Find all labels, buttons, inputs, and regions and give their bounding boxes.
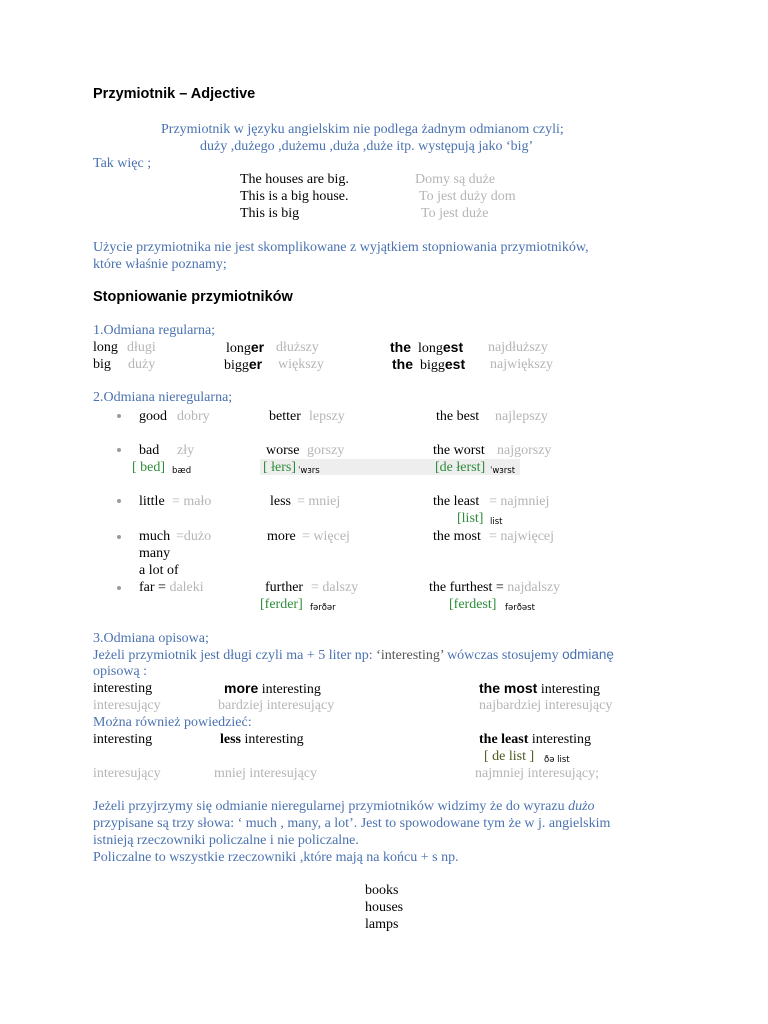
ipa: fərðər [310, 603, 336, 613]
irregular-sup: the least [433, 494, 480, 509]
regular-comp-pl: dłuższy [276, 340, 319, 355]
base-pl: daleki [169, 580, 204, 595]
pronunciation: [ de list ] [484, 749, 535, 764]
ipa: list [490, 517, 503, 527]
irregular-base: good [139, 409, 167, 424]
pronunciation: [ferder] [260, 597, 303, 612]
irregular-comp: worse [266, 443, 300, 458]
comp-suffix: er [248, 356, 263, 372]
italic-word: dużo [568, 799, 595, 814]
regular-comparative [224, 356, 262, 374]
irregular-extra: a lot of [139, 563, 179, 578]
comp-stem: bigg [224, 358, 249, 373]
text-part: wówczas stosujemy [443, 648, 563, 663]
descriptive-base-pl: interesujący [93, 766, 161, 781]
sup-the: the [390, 339, 411, 355]
irregular-base-pl: =dużo [176, 529, 212, 544]
descriptive-sup [479, 680, 600, 698]
text-part: Jeżeli przymiotnik jest długi czyli ma + 5 liter np: [93, 648, 377, 663]
sup-the: the [392, 356, 413, 372]
example-pl: To jest duży dom [419, 189, 516, 204]
descriptive-comp-pl: bardziej interesujący [218, 698, 335, 713]
page-title: Przymiotnik – Adjective [93, 86, 256, 102]
irregular-base: little [139, 494, 165, 509]
irregular-comp-pl: = więcej [302, 529, 350, 544]
regular-base: big [93, 357, 111, 372]
keyword: the least [479, 732, 529, 747]
descriptive-sup-pl: najmniej interesujący; [475, 766, 600, 781]
example-en: The houses are big. [240, 172, 349, 187]
equals-sign: = [158, 580, 166, 595]
irregular-comp: less [270, 494, 291, 509]
closing-line-1 [93, 798, 595, 815]
regular-base-pl: długi [127, 340, 156, 355]
regular-heading: 1.Odmiana regularna; [93, 323, 216, 338]
pronunciation: [ łers] [263, 460, 297, 475]
irregular-sup: the most [433, 529, 481, 544]
regular-comp-pl: większy [278, 357, 324, 372]
intro-line-1: Przymiotnik w języku angielskim nie podlega żadnym odmianom czyli; [161, 122, 564, 137]
irregular-sup [429, 579, 560, 596]
irregular-base [139, 579, 204, 596]
irregular-base-pl: zły [177, 443, 195, 458]
irregular-comp: better [269, 409, 301, 424]
irregular-comp-pl: gorszy [307, 443, 345, 458]
irregular-sup-pl: = najwięcej [489, 529, 555, 544]
irregular-sup-pl: najgorszy [497, 443, 552, 458]
ipa: ˈwɜrs [298, 466, 320, 476]
keyword: the most [479, 680, 538, 696]
text-part: odmianę [562, 647, 614, 662]
example-pl: To jest duże [421, 206, 489, 221]
irregular-base: much [139, 529, 171, 544]
comp-suffix: er [250, 339, 265, 355]
regular-base: long [93, 340, 118, 355]
pronunciation: [ bed] [132, 460, 166, 475]
bullet-icon [117, 535, 121, 539]
bullet-icon [117, 414, 121, 418]
regular-superlative [392, 356, 465, 374]
sup-pl: najdalszy [507, 580, 561, 595]
noun-item: houses [365, 900, 404, 915]
descriptive-also: Można również powiedzieć: [93, 715, 252, 730]
sup-stem: long [418, 341, 443, 356]
ipa: fərðəst [505, 603, 535, 613]
usage-line-2: które właśnie poznamy; [93, 257, 227, 272]
irregular-base: bad [139, 443, 160, 458]
pronunciation: [ferdest] [449, 597, 497, 612]
descriptive-sup [479, 731, 591, 748]
example-en: This is a big house. [240, 189, 349, 204]
descriptive-sup-pl: najbardziej interesujący [479, 698, 613, 713]
descriptive-base: interesting [93, 732, 153, 747]
pronunciation: [list] [457, 511, 484, 526]
usage-line-1: Użycie przymiotnika nie jest skomplikowane z wyjątkiem stopniowania przymiotników, [93, 240, 589, 255]
regular-base-pl: duży [128, 357, 156, 372]
sup-stem: bigg [420, 358, 445, 373]
comp-stem: long [226, 341, 251, 356]
irregular-sup: the best [436, 409, 480, 424]
example-pl: Domy są duże [415, 172, 496, 187]
irregular-heading: 2.Odmiana nieregularna; [93, 390, 233, 405]
regular-superlative [390, 339, 463, 357]
bullet-icon [117, 448, 121, 452]
regular-sup-pl: najdłuższy [488, 340, 548, 355]
closing-line-4: Policzalne to wszystkie rzeczowniki ,które mają na końcu + s np. [93, 850, 459, 865]
irregular-base-pl: = mało [172, 494, 212, 509]
noun-item: books [365, 883, 399, 898]
irregular-sup-pl: najlepszy [495, 409, 548, 424]
sup-suffix: est [442, 339, 464, 355]
irregular-extra: many [139, 546, 171, 561]
irregular-base-pl: dobry [177, 409, 210, 424]
regular-sup-pl: największy [490, 357, 553, 372]
descriptive-base-pl: interesujący [93, 698, 161, 713]
descriptive-base: interesting [93, 681, 153, 696]
irregular-sup: the worst [433, 443, 485, 458]
irregular-comp: further [265, 580, 304, 595]
bullet-icon [117, 499, 121, 503]
intro-line-2: duży ,dużego ,dużemu ,duża ,duże itp. występują jako ‘big’ [200, 139, 534, 154]
base-word: far [139, 580, 155, 595]
word: interesting [528, 732, 591, 747]
irregular-comp-pl: = mniej [297, 494, 341, 509]
descriptive-comp [224, 680, 321, 698]
example-word: ‘interesting’ [376, 648, 444, 663]
irregular-comp-pl: = dalszy [311, 580, 359, 595]
descriptive-comp-pl: mniej interesujący [214, 766, 318, 781]
closing-line-2: przypisane są trzy słowa: ‘ much , many, a lot’. Jest to spowodowane tym że w j. angielskim [93, 816, 611, 831]
intro-tak-wiec: Tak więc ; [93, 156, 152, 171]
example-en: This is big [240, 206, 300, 221]
ipa: bæd [172, 466, 192, 476]
descriptive-comp [220, 731, 304, 748]
word: interesting [241, 732, 304, 747]
pronunciation: [de łerst] [435, 460, 486, 475]
section-title: Stopniowanie przymiotników [93, 289, 293, 305]
keyword: less [220, 732, 241, 747]
irregular-comp-pl: lepszy [309, 409, 345, 424]
sup-word: the furthest [429, 580, 493, 595]
irregular-comp: more [267, 529, 296, 544]
descriptive-line-2: opisową : [93, 664, 148, 679]
descriptive-line-1 [93, 646, 614, 664]
word: interesting [537, 682, 600, 697]
word: interesting [258, 682, 321, 697]
ipa: ðə list [544, 755, 570, 765]
regular-comparative [226, 339, 264, 357]
keyword: more [224, 680, 259, 696]
closing-line-3: istnieją rzeczowniki policzalne i nie policzalne. [93, 833, 359, 848]
noun-item: lamps [365, 917, 399, 932]
sup-suffix: est [444, 356, 466, 372]
ipa: ˈwɜrst [490, 466, 516, 476]
descriptive-heading: 3.Odmiana opisowa; [93, 631, 209, 646]
text-part: Jeżeli przyjrzymy się odmianie nieregularnej przymiotników widzimy że do wyrazu [93, 799, 569, 814]
equals-sign: = [495, 580, 504, 595]
irregular-sup-pl: = najmniej [489, 494, 550, 509]
bullet-icon [117, 586, 121, 590]
